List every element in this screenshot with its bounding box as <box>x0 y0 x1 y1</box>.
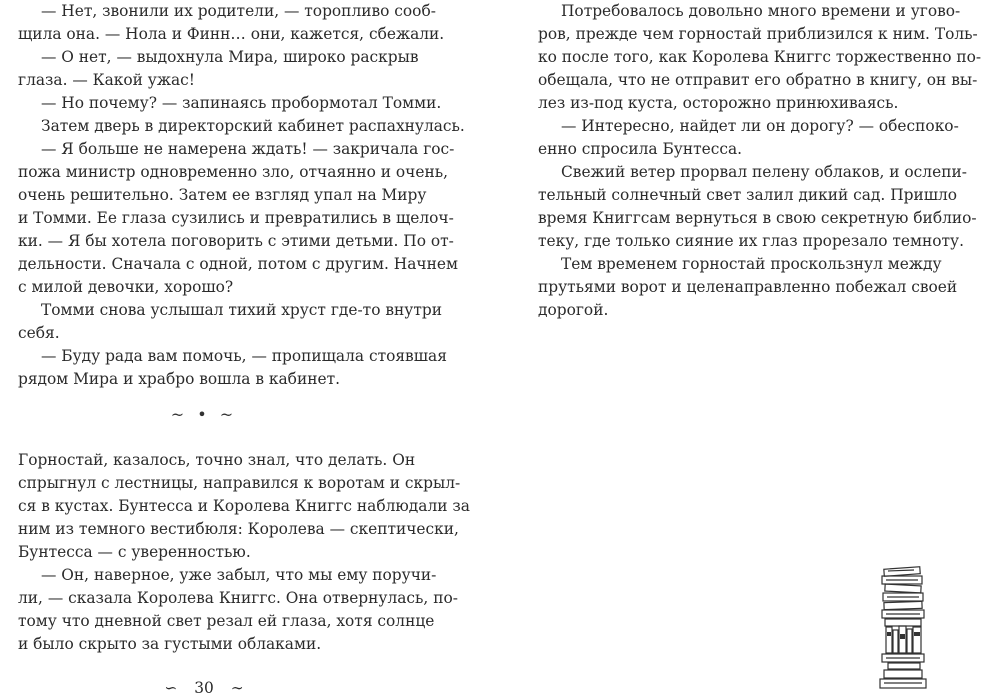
page-number-footer <box>18 677 390 700</box>
left-bottom-text-line: ним из темного вестибюля: Королева — скептически, <box>18 520 459 538</box>
right-text-line: прутьями ворот и целенаправленно побежал своей <box>538 278 958 296</box>
right-text-line: енно спросила Бунтесса. <box>538 140 743 158</box>
left-top-text-line: себя. <box>18 324 60 342</box>
right-text-line: Тем временем горностай проскользнул между <box>561 255 942 273</box>
left-bottom-text-line: Бунтесса — с уверенностью. <box>18 543 251 561</box>
right-text-line: время Книггсам вернуться в свою секретную библио- <box>538 209 977 227</box>
left-top-text-line: очень решительно. Затем ее взгляд упал на Миру <box>18 186 427 204</box>
left-top-text-line: — Я больше не намерена ждать! — закричала гос- <box>41 140 455 158</box>
left-bottom-text-line: Горностай, казалось, точно знал, что делать. Он <box>18 451 416 469</box>
page-number: 30 <box>194 679 214 697</box>
left-top-text-line: Томми снова услышал тихий хруст где-то внутри <box>41 301 442 319</box>
right-text-line: Потребовалось довольно много времени и угово- <box>561 2 961 20</box>
left-bottom-text-line: и было скрыто за густыми облаками. <box>18 635 322 653</box>
right-text-line: Свежий ветер прорвал пелену облаков, и ослепи- <box>561 163 967 181</box>
left-top-text-line: ки. — Я бы хотела поговорить с этими детьми. По от- <box>18 232 454 250</box>
left-top-text-line: пожа министр одновременно зло, отчаянно и очень, <box>18 163 448 181</box>
right-text-line: лез из-под куста, осторожно принюхиваясь. <box>538 94 899 112</box>
right-text-line: ров, прежде чем горностай приблизился к ним. Толь- <box>538 25 978 43</box>
right-text <box>538 0 981 322</box>
left-top-text-line: Затем дверь в директорский кабинет распахнулась. <box>41 117 465 135</box>
left-bottom-text-line: ли, — сказала Королева Книггс. Она отвернулась, по- <box>18 589 458 607</box>
right-text-line: теку, где только сияние их глаз прорезало темноту. <box>538 232 964 250</box>
left-top-text-line: — Нет, звонили их родители, — торопливо сооб- <box>41 2 436 20</box>
right-text-line: ко после того, как Королева Книггс торжественно по- <box>538 48 981 66</box>
section-divider: ~ • ~ <box>170 405 238 424</box>
right-text-line: дорогой. <box>538 301 609 319</box>
left-top-text-line: щила она. — Нола и Финн… они, кажется, сбежали. <box>18 25 445 43</box>
page-number-ornament-right: ∼ <box>230 679 244 697</box>
left-bottom-text-line: тому что дневной свет резал ей глаза, хотя солнце <box>18 612 435 630</box>
left-top-text-line: рядом Мира и храбро вошла в кабинет. <box>18 370 340 388</box>
left-top-text-line: дельности. Сначала с одной, потом с другим. Начнем <box>18 255 458 273</box>
right-text-line: — Интересно, найдет ли он дорогу? — обеспоко- <box>561 117 959 135</box>
left-top-text-line: — Но почему? — запинаясь пробормотал Томми. <box>41 94 442 112</box>
left-bottom-text <box>18 449 470 656</box>
page-number-ornament-left: ∽ <box>164 679 178 697</box>
right-text-line: тельный солнечный свет залил дикий сад. Пришло <box>538 186 958 204</box>
left-top-text <box>18 0 465 391</box>
left-top-text-line: — О нет, — выдохнула Мира, широко раскрыв <box>41 48 419 66</box>
left-bottom-text-line: ся в кустах. Бунтесса и Королева Книггс наблюдали за <box>18 497 470 515</box>
left-bottom-text-line: спрыгнул с лестницы, направился к воротам и скрыл- <box>18 474 461 492</box>
left-top-text-line: с милой девочки, хорошо? <box>18 278 234 296</box>
left-bottom-text-line: — Он, наверное, уже забыл, что мы ему поручи- <box>41 566 437 584</box>
right-text-line: обещала, что не отправит его обратно в книгу, он вы- <box>538 71 978 89</box>
left-top-text-line: и Томми. Ее глаза сузились и превратились в щелоч- <box>18 209 454 227</box>
left-top-text-line: глаза. — Какой ужас! <box>18 71 195 89</box>
book-stack-icon <box>874 562 928 694</box>
left-top-text-line: — Буду рада вам помочь, — пропищала стоявшая <box>41 347 447 365</box>
